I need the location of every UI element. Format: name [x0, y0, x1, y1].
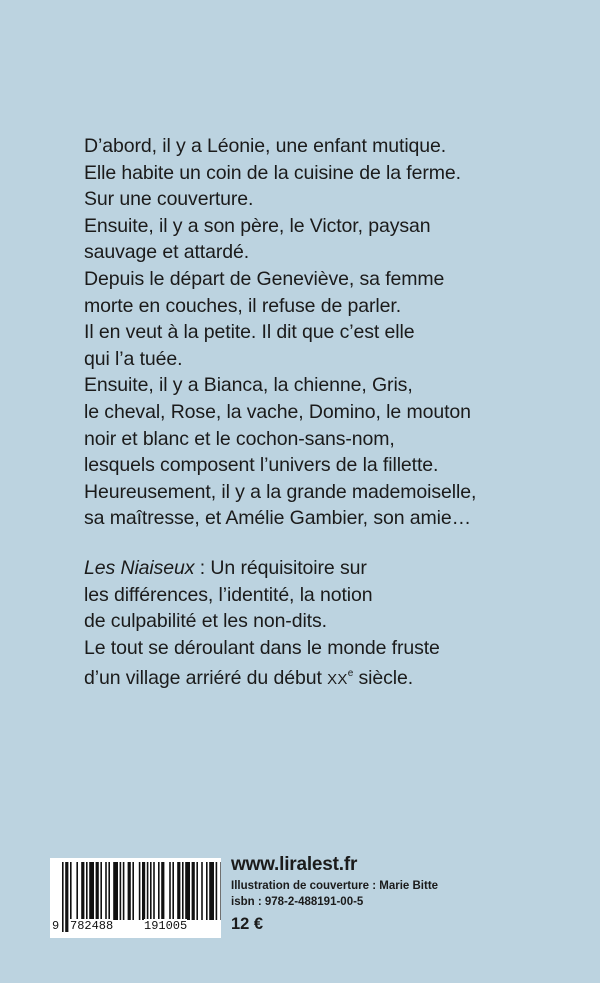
barcode-bar: [177, 862, 180, 920]
barcode-bar: [139, 862, 141, 920]
blurb-line: Depuis le départ de Geneviève, sa femme: [84, 267, 445, 290]
summary-line-1: [84, 555, 584, 582]
barcode-bar: [76, 862, 78, 920]
blurb-line: Heureusement, il y a la grande mademoiselle,: [84, 480, 477, 503]
barcode-bar: [161, 862, 164, 920]
blurb-line: morte en couches, il refuse de parler.: [84, 294, 402, 317]
summary-line-3: de culpabilité et les non-dits.: [84, 610, 327, 633]
barcode-digits-left: 782488: [70, 919, 114, 933]
barcode-bar: [169, 862, 171, 920]
barcode-digits-right: 191005: [144, 919, 188, 933]
blurb-text: [84, 133, 584, 532]
century: XX: [327, 671, 348, 689]
summary-line-1-rest: : Un réquisitoire sur: [194, 557, 367, 579]
summary-line-2: les différences, l’identité, la notion: [84, 583, 373, 606]
barcode-bar: [192, 862, 195, 920]
price: 12 €: [231, 915, 264, 933]
barcode-bar: [128, 862, 131, 920]
barcode-bar: [201, 862, 203, 920]
barcode-bar: [142, 862, 145, 920]
blurb-line: Ensuite, il y a Bianca, la chienne, Gris,: [84, 374, 413, 397]
barcode-bar: [196, 862, 198, 920]
blurb-line: Sur une couverture.: [84, 188, 254, 211]
summary-line-5-start: d’un village arriéré du début: [84, 667, 328, 690]
publisher-website[interactable]: www.liralest.fr: [231, 854, 358, 875]
barcode-bar: [96, 862, 99, 920]
blurb-line: Ensuite, il y a son père, le Victor, paysan: [84, 214, 431, 237]
summary-line-5: [84, 661, 584, 694]
barcode-bar: [185, 862, 190, 920]
blurb-line: noir et blanc et le cochon-sans-nom,: [84, 427, 395, 450]
barcode-bar: [70, 862, 72, 920]
barcode-bar: [105, 862, 107, 920]
blurb-line: Elle habite un coin de la cuisine de la ferme.: [84, 161, 461, 184]
barcode-bar: [120, 862, 122, 920]
blurb-line: qui l’a tuée.: [84, 347, 183, 370]
blurb-line: sauvage et attardé.: [84, 241, 250, 264]
barcode-bar: [158, 862, 160, 920]
barcode-bar: [206, 862, 208, 920]
isbn-number: isbn : 978-2-488191-00-5: [231, 896, 364, 908]
century-suffix: e: [347, 668, 354, 680]
barcode-bar: [100, 862, 102, 920]
barcode-bar: [81, 862, 84, 920]
blurb-line: lesquels composent l’univers de la fillette.: [84, 454, 439, 477]
blurb-line: Il en veut à la petite. Il dit que c’est elle: [84, 321, 415, 344]
blurb-line: D’abord, il y a Léonie, une enfant mutique.: [84, 135, 447, 157]
cover-credit: Illustration de couverture : Marie Bitte: [231, 880, 439, 892]
book-title: Les Niaiseux: [84, 557, 195, 579]
summary-text: [84, 555, 584, 694]
barcode-bar: [123, 862, 125, 920]
blurb-line: le cheval, Rose, la vache, Domino, le mouton: [84, 400, 471, 423]
blurb-line: sa maîtresse, et Amélie Gambier, son amie…: [84, 507, 472, 530]
barcode-bar: [113, 862, 118, 920]
publisher-info: [231, 853, 571, 936]
barcode-bar: [216, 862, 218, 920]
barcode-bar: [89, 862, 94, 920]
summary-line-5-end: siècle.: [353, 667, 414, 690]
barcode-digits: [50, 919, 221, 937]
barcode-bar: [182, 862, 184, 920]
barcode-bar: [172, 862, 174, 920]
summary-line-4: Le tout se déroulant dans le monde fruste: [84, 636, 440, 659]
barcode-bar: [132, 862, 134, 920]
isbn-barcode: [50, 858, 221, 938]
barcode-bar: [220, 862, 221, 920]
barcode-bar: [86, 862, 88, 920]
barcode-digit-first: 9: [52, 919, 60, 933]
barcode-bar: [108, 862, 110, 920]
barcode-bar: [209, 862, 214, 920]
